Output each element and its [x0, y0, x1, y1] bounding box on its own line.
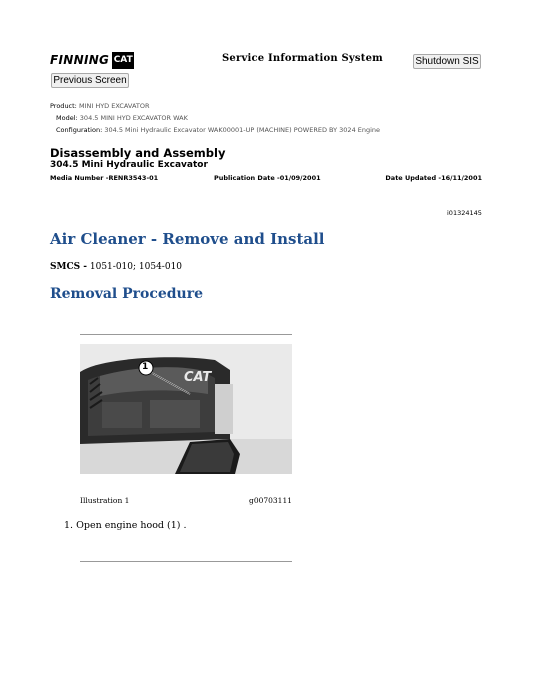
- configuration-value: 304.5 Mini Hydraulic Excavator WAK00001-UP (MACHINE) POWERED BY 3024 Engine: [104, 126, 381, 134]
- callout-number: 1: [142, 362, 149, 372]
- divider-bottom: [80, 561, 292, 562]
- publication-date: Publication Date -01/09/2001: [214, 174, 321, 182]
- illustration-label: Illustration 1: [80, 496, 130, 505]
- shutdown-sis-button[interactable]: Shutdown SIS: [413, 54, 481, 69]
- model-value: 304.5 MINI HYD EXCAVATOR WAK: [79, 114, 188, 122]
- illustration-id: g00703111: [249, 496, 292, 505]
- model-line: [56, 114, 188, 122]
- document-subheading: 304.5 Mini Hydraulic Excavator: [50, 160, 208, 170]
- smcs-value: 1051-010; 1054-010: [89, 262, 183, 272]
- finning-logo-text: FINNING: [50, 53, 110, 67]
- photo-cat-logo: CAT: [184, 370, 212, 385]
- configuration-label: Configuration:: [56, 126, 103, 134]
- document-id: i01324145: [447, 209, 482, 217]
- product-value: MINI HYD EXCAVATOR: [78, 102, 150, 110]
- model-label: Model:: [56, 114, 78, 122]
- step-text: Open engine hood (1) .: [76, 520, 187, 531]
- cat-logo-badge: CAT: [112, 52, 134, 69]
- date-updated: Date Updated -16/11/2001: [385, 174, 482, 182]
- smcs-codes: [50, 262, 182, 272]
- system-title: Service Information System: [222, 53, 383, 64]
- product-label: Product:: [50, 102, 77, 110]
- illustration-photo: [80, 344, 292, 474]
- finning-cat-logo: [50, 51, 134, 69]
- excavator-hood-image: [80, 344, 292, 474]
- smcs-label: SMCS -: [50, 262, 87, 272]
- media-number: Media Number -RENR3543-01: [50, 174, 159, 182]
- procedure-step: [64, 520, 187, 531]
- configuration-line: [56, 126, 380, 134]
- step-number: 1.: [64, 520, 74, 531]
- previous-screen-button[interactable]: Previous Screen: [51, 73, 129, 88]
- page-title: Air Cleaner - Remove and Install: [50, 230, 325, 248]
- document-heading: Disassembly and Assembly: [50, 146, 226, 160]
- divider-top: [80, 334, 292, 335]
- product-line: [50, 102, 150, 110]
- section-title: Removal Procedure: [50, 286, 204, 302]
